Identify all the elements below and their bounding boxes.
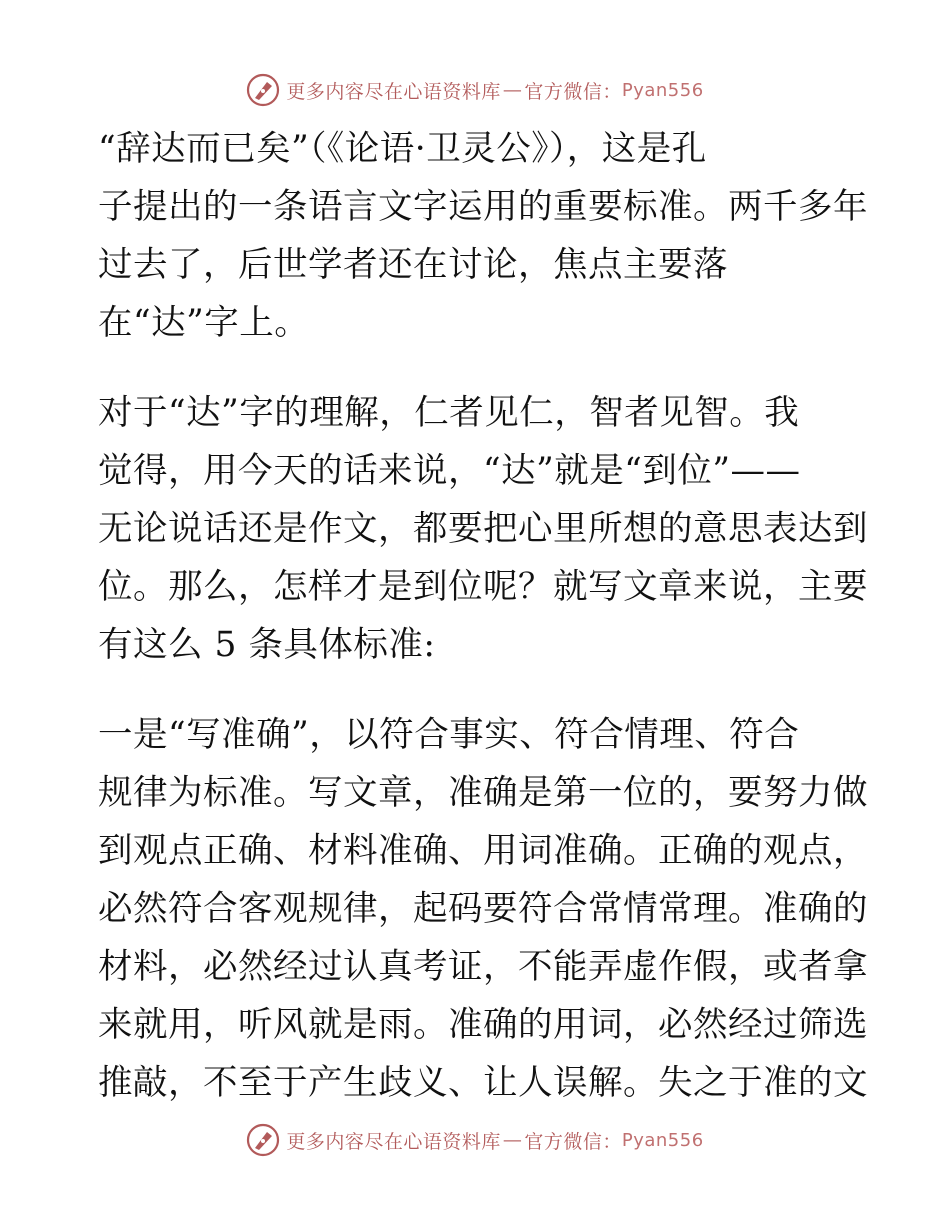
watermark-separator: — <box>502 1129 523 1151</box>
watermark-separator: — <box>502 79 523 101</box>
text-line: 来就用，听风就是雨。准确的用词，必然经过筛选 <box>98 1005 868 1045</box>
footer-watermark <box>0 1120 950 1160</box>
header-watermark <box>0 70 950 110</box>
watermark-handle: Pyan556 <box>621 79 704 101</box>
paragraph-3 <box>98 706 868 1112</box>
paragraph-1 <box>98 120 868 352</box>
text-line: 觉得，用今天的话来说，“达”就是“到位”—— <box>98 451 801 491</box>
text-line: 位。那么，怎样才是到位呢？就写文章来说，主要 <box>98 567 868 607</box>
text-line: 有这么 5 条具体标准: <box>98 625 436 665</box>
watermark-text: 更多内容尽在心语资料库 <box>286 80 501 103</box>
text-line: 规律为标准。写文章，准确是第一位的，要努力做 <box>98 773 868 813</box>
pen-nib-logo-icon <box>246 1123 280 1157</box>
paragraph-2 <box>98 384 868 674</box>
text-line: 过去了，后世学者还在讨论，焦点主要落 <box>98 245 728 285</box>
text-line: 对于“达”字的理解，仁者见仁，智者见智。我 <box>98 393 800 433</box>
text-line: 到观点正确、材料准确、用词准确。正确的观点， <box>98 831 868 871</box>
watermark-handle: Pyan556 <box>621 1129 704 1151</box>
text-line: “辞达而已矣”（《论语·卫灵公》），这是孔 <box>98 129 707 169</box>
watermark-text: 更多内容尽在心语资料库 <box>286 1130 501 1153</box>
watermark-label: 官方微信： <box>524 1130 622 1153</box>
text-line: 子提出的一条语言文字运用的重要标准。两千多年 <box>98 187 868 227</box>
pen-nib-logo-icon <box>246 73 280 107</box>
watermark-label: 官方微信： <box>524 80 622 103</box>
text-line: 一是“写准确”，以符合事实、符合情理、符合 <box>98 715 800 755</box>
text-line: 在“达”字上。 <box>98 303 310 343</box>
text-line: 材料，必然经过认真考证，不能弄虚作假，或者拿 <box>98 947 868 987</box>
paragraph-spacer <box>98 352 858 384</box>
text-line: 必然符合客观规律，起码要符合常情常理。准确的 <box>98 889 868 929</box>
document-body <box>98 120 868 1112</box>
text-line: 推敲，不至于产生歧义、让人误解。失之于准的文 <box>98 1063 868 1103</box>
paragraph-spacer <box>98 674 858 706</box>
text-line: 无论说话还是作文，都要把心里所想的意思表达到 <box>98 509 868 549</box>
